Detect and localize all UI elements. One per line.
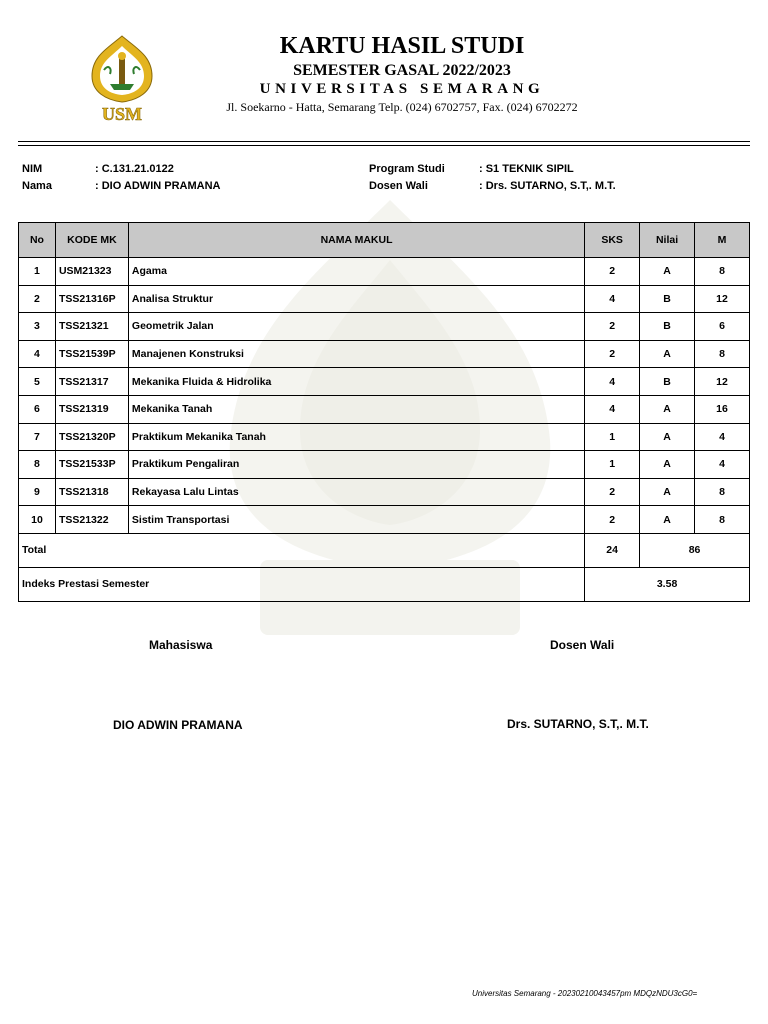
cell-nilai: A (640, 478, 695, 506)
cell-nama: Sistim Transportasi (128, 506, 584, 534)
cell-nilai: A (640, 395, 695, 423)
cell-m: 8 (695, 340, 750, 368)
cell-kode: TSS21317 (55, 368, 128, 396)
university-address: Jl. Soekarno - Hatta, Semarang Telp. (024) 6702757, Fax. (024) 6702272 (226, 100, 578, 114)
cell-nama: Analisa Struktur (128, 285, 584, 313)
table-row (19, 506, 750, 534)
cell-nilai: A (640, 423, 695, 451)
dosen-wali-name: Drs. SUTARNO, S.T,. M.T. (507, 717, 649, 731)
grades-table (18, 222, 750, 602)
logo-text: USM (102, 104, 142, 124)
document-title: KARTU HASIL STUDI (279, 33, 525, 59)
cell-nilai: B (640, 313, 695, 341)
cell-sks: 2 (585, 340, 640, 368)
total-label: Total (19, 533, 585, 567)
table-row (19, 423, 750, 451)
cell-m: 16 (695, 395, 750, 423)
table-row (19, 478, 750, 506)
total-m: 86 (640, 533, 750, 567)
cell-nama: Mekanika Fluida & Hidrolika (128, 368, 584, 396)
cell-kode: TSS21318 (55, 478, 128, 506)
header-divider (18, 145, 750, 146)
dosen-wali-label: Dosen Wali (550, 638, 615, 652)
cell-nama: Manajenen Konstruksi (128, 340, 584, 368)
header-nilai: Nilai (640, 223, 695, 258)
table-row (19, 451, 750, 479)
cell-kode: USM21323 (55, 258, 128, 286)
cell-no: 10 (19, 506, 56, 534)
cell-nama: Praktikum Pengaliran (128, 451, 584, 479)
cell-nilai: A (640, 506, 695, 534)
table-row (19, 368, 750, 396)
ips-label: Indeks Prestasi Semester (19, 567, 585, 601)
wali-value: : Drs. SUTARNO, S.T,. M.T. (479, 180, 616, 192)
header-nama-makul: NAMA MAKUL (128, 223, 584, 258)
footer-stamp: Universitas Semarang - 20230210043457pm MDQzNDU3cG0= (472, 989, 698, 998)
header-kode-mk: KODE MK (55, 223, 128, 258)
mahasiswa-name: DIO ADWIN PRAMANA (113, 718, 243, 732)
cell-nilai: B (640, 285, 695, 313)
cell-nama: Praktikum Mekanika Tanah (128, 423, 584, 451)
header-no: No (19, 223, 56, 258)
cell-nama: Geometrik Jalan (128, 313, 584, 341)
cell-sks: 4 (585, 395, 640, 423)
cell-nilai: A (640, 258, 695, 286)
cell-kode: TSS21320P (55, 423, 128, 451)
mahasiswa-label: Mahasiswa (149, 638, 213, 652)
cell-no: 8 (19, 451, 56, 479)
table-row (19, 285, 750, 313)
cell-nama: Rekayasa Lalu Lintas (128, 478, 584, 506)
cell-kode: TSS21319 (55, 395, 128, 423)
cell-sks: 4 (585, 368, 640, 396)
cell-sks: 4 (585, 285, 640, 313)
table-row (19, 395, 750, 423)
total-sks: 24 (585, 533, 640, 567)
cell-nama: Mekanika Tanah (128, 395, 584, 423)
cell-no: 9 (19, 478, 56, 506)
total-row (19, 533, 750, 567)
cell-kode: TSS21321 (55, 313, 128, 341)
cell-kode: TSS21539P (55, 340, 128, 368)
header-sks: SKS (585, 223, 640, 258)
cell-nilai: A (640, 451, 695, 479)
header-divider (18, 141, 750, 142)
nim-value: : C.131.21.0122 (95, 163, 174, 175)
cell-m: 12 (695, 368, 750, 396)
cell-sks: 1 (585, 451, 640, 479)
nama-label: Nama (22, 180, 52, 192)
cell-no: 1 (19, 258, 56, 286)
table-header-row (19, 223, 750, 258)
cell-no: 2 (19, 285, 56, 313)
cell-nama: Agama (128, 258, 584, 286)
table-row (19, 313, 750, 341)
cell-sks: 2 (585, 478, 640, 506)
nama-value: : DIO ADWIN PRAMANA (95, 180, 221, 192)
cell-nilai: A (640, 340, 695, 368)
cell-no: 4 (19, 340, 56, 368)
cell-m: 12 (695, 285, 750, 313)
table-row (19, 258, 750, 286)
cell-m: 4 (695, 423, 750, 451)
university-name: UNIVERSITAS SEMARANG (259, 81, 545, 97)
cell-no: 6 (19, 395, 56, 423)
cell-m: 8 (695, 478, 750, 506)
cell-no: 7 (19, 423, 56, 451)
header-m: M (695, 223, 750, 258)
cell-sks: 2 (585, 506, 640, 534)
cell-no: 5 (19, 368, 56, 396)
cell-kode: TSS21322 (55, 506, 128, 534)
nim-label: NIM (22, 163, 43, 175)
cell-sks: 2 (585, 258, 640, 286)
cell-no: 3 (19, 313, 56, 341)
cell-m: 8 (695, 506, 750, 534)
semester-title: SEMESTER GASAL 2022/2023 (293, 62, 511, 79)
cell-sks: 2 (585, 313, 640, 341)
cell-nilai: B (640, 368, 695, 396)
wali-label: Dosen Wali (369, 180, 428, 192)
ips-value: 3.58 (585, 567, 750, 601)
cell-m: 4 (695, 451, 750, 479)
prodi-value: : S1 TEKNIK SIPIL (479, 163, 574, 175)
cell-m: 8 (695, 258, 750, 286)
ips-row (19, 567, 750, 601)
cell-m: 6 (695, 313, 750, 341)
table-row (19, 340, 750, 368)
prodi-label: Program Studi (369, 163, 445, 175)
cell-kode: TSS21533P (55, 451, 128, 479)
cell-kode: TSS21316P (55, 285, 128, 313)
cell-sks: 1 (585, 423, 640, 451)
